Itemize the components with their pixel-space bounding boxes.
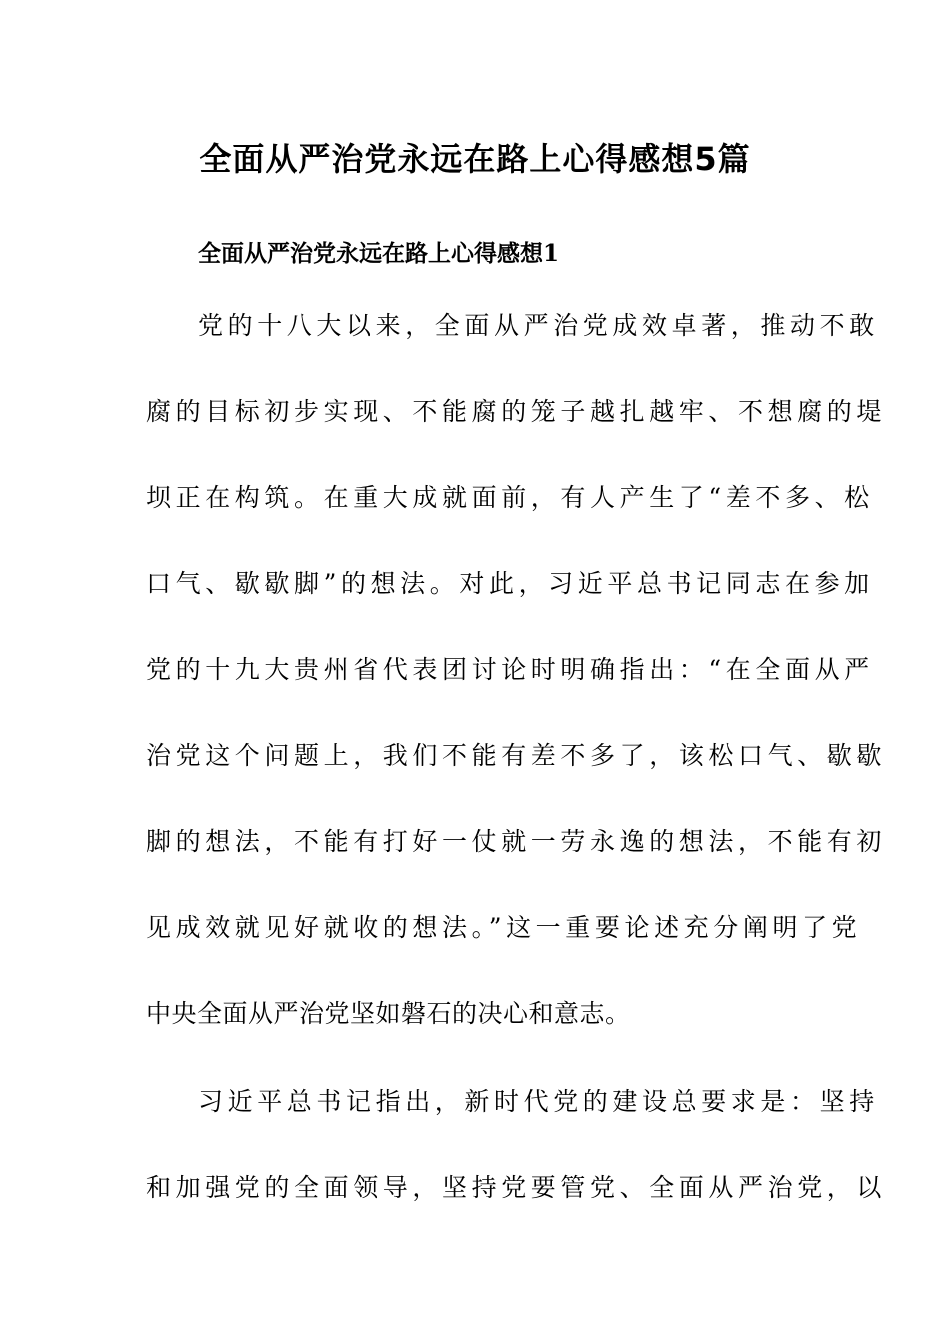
paragraph-line: 党的十九大贵州省代表团讨论时明确指出：“在全面从严	[146, 655, 874, 684]
paragraph-line: 脚的想法，不能有打好一仗就一劳永逸的想法，不能有初	[146, 827, 887, 856]
paragraph-2	[146, 1084, 887, 1256]
paragraph-line: 治党这个问题上，我们不能有差不多了，该松口气、歇歇	[146, 741, 887, 770]
document-title: 全面从严治党永远在路上心得感想5篇	[199, 140, 751, 178]
paragraph-line: 口气、歇歇脚”的想法。对此，习近平总书记同志在参加	[146, 569, 874, 598]
paragraph-line: 习近平总书记指出，新时代党的建设总要求是：坚持	[198, 1087, 879, 1116]
paragraph-line: 腐的目标初步实现、不能腐的笼子越扎越牢、不想腐的堤	[146, 397, 887, 426]
paragraph-line: 党的十八大以来，全面从严治党成效卓著，推动不敢	[198, 311, 879, 340]
paragraph-1	[146, 308, 887, 1082]
paragraph-line: 和加强党的全面领导，坚持党要管党、全面从严治党，以	[146, 1173, 887, 1202]
section-heading: 全面从严治党永远在路上心得感想1	[198, 240, 560, 267]
paragraph-line: 中央全面从严治党坚如磐石的决心和意志。	[146, 999, 631, 1028]
paragraph-line: 见成效就见好就收的想法。”这一重要论述充分阐明了党	[146, 913, 862, 942]
paragraph-line: 坝正在构筑。在重大成就面前，有人产生了“差不多、松	[146, 483, 874, 512]
